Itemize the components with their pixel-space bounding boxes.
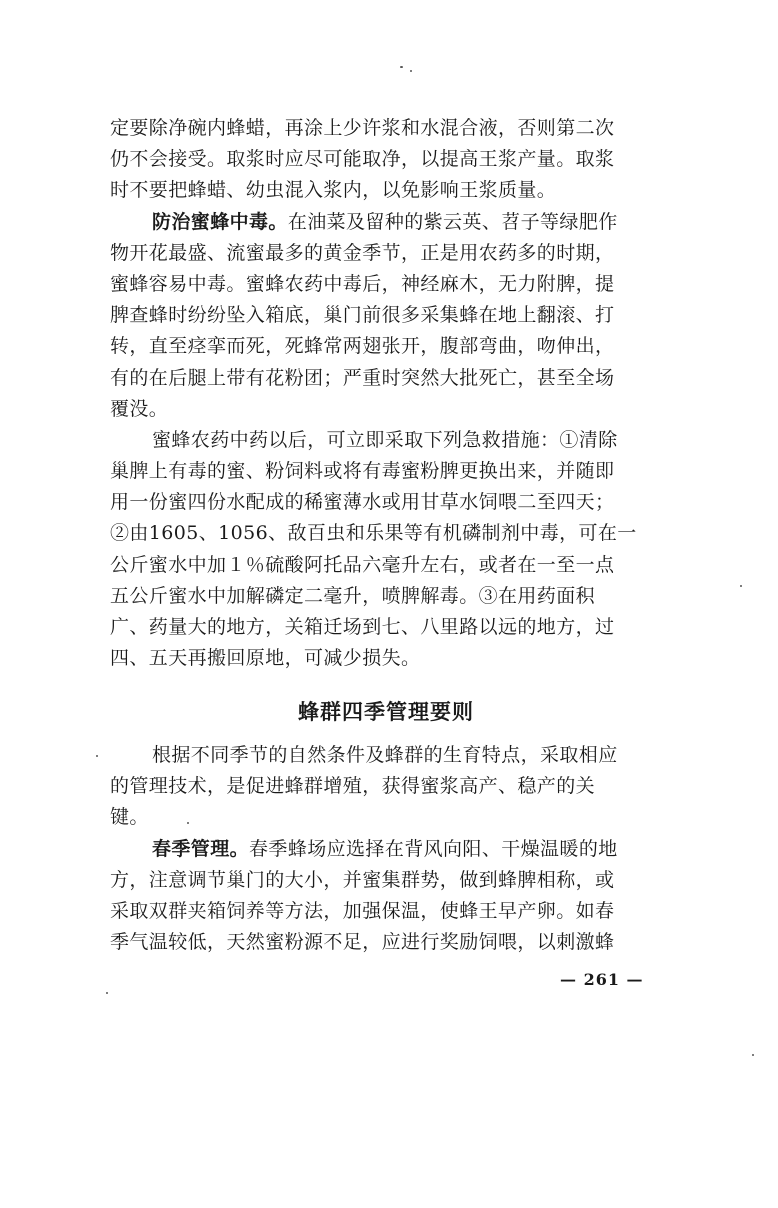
body-text-bottom [110,740,662,958]
text-line: 根据不同季节的自然条件及蜂群的生育特点，采取相应 [152,744,618,766]
body-text-top [110,113,662,674]
scan-speck [740,585,742,587]
text-line-rest: 在油菜及留种的紫云英、苕子等绿肥作 [287,210,618,233]
text-line: 四、五天再搬回原地，可减少损失。 [110,647,421,670]
text-line: 五公斤蜜水中加解磷定二毫升，喷脾解毒。③在用药面积 [110,584,596,607]
paragraph-lead: 春季管理。 [152,837,250,860]
text-line: 转，直至痉挛而死，死蜂常两翅张开，腹部弯曲，吻伸出， [110,335,615,358]
text-line: 蜜蜂容易中毒。蜜蜂农药中毒后，神经麻木，无力附脾，提 [110,272,615,295]
text-line: 用一份蜜四份水配成的稀蜜薄水或用甘草水饲喂二至四天； [110,491,615,514]
scan-speck [106,992,108,994]
scan-speck [400,66,403,68]
text-line: 定要除净碗内蜂蜡，再涂上少许浆和水混合液，否则第二次 [110,117,615,139]
text-line: ②由1605、1056、敌百虫和乐果等有机磷制剂中毒，可在一 [110,522,637,545]
paragraph-lead: 防治蜜蜂中毒。 [152,210,288,233]
page-number: — 261 — [560,970,644,989]
text-line: 采取双群夹箱饲养等方法，加强保温，使蜂王早产卵。如春 [110,899,615,922]
text-line: 方，注意调节巢门的大小，并蜜集群势，做到蜂脾相称，或 [110,868,615,891]
text-line: 季气温较低，天然蜜粉源不足，应进行奖励饲喂，以刺激蜂 [110,931,615,954]
scan-speck [752,1054,754,1056]
scan-speck [187,822,189,824]
text-line: 键。 [110,806,149,829]
section-heading: 蜂群四季管理要则 [298,699,474,724]
text-line: 物开花最盛、流蜜最多的黄金季节，正是用农药多的时期， [110,241,615,264]
text-line: 脾查蜂时纷纷坠入箱底，巢门前很多采集蜂在地上翻滚、打 [110,304,615,327]
text-line: 巢脾上有毒的蜜、粉饲料或将有毒蜜粉脾更换出来，并随即 [110,460,615,483]
text-line: 时不要把蜂蜡、幼虫混入浆内，以免影响王浆质量。 [110,179,557,202]
text-line-rest: 春季蜂场应选择在背风向阳、干燥温暖的地 [249,837,618,860]
scan-speck [410,70,412,72]
text-line [110,834,662,865]
text-line: 蜜蜂农药中药以后，可立即采取下列急救措施：①清除 [152,428,618,451]
text-line: 仍不会接受。取浆时应尽可能取净，以提高王浆产量。取浆 [110,148,615,171]
text-line: 有的在后腿上带有花粉团；严重时突然大批死亡，甚至全场 [110,366,615,389]
text-line [110,207,662,238]
text-line: 覆没。 [110,397,169,420]
text-line: 的管理技术，是促进蜂群增殖，获得蜜浆高产、稳产的关 [110,775,596,798]
text-line: 广、药量大的地方，关箱迁场到七、八里路以远的地方，过 [110,616,615,638]
text-line: 公斤蜜水中加１％硫酸阿托品六毫升左右，或者在一至一点 [110,553,615,576]
scan-speck [96,755,98,757]
